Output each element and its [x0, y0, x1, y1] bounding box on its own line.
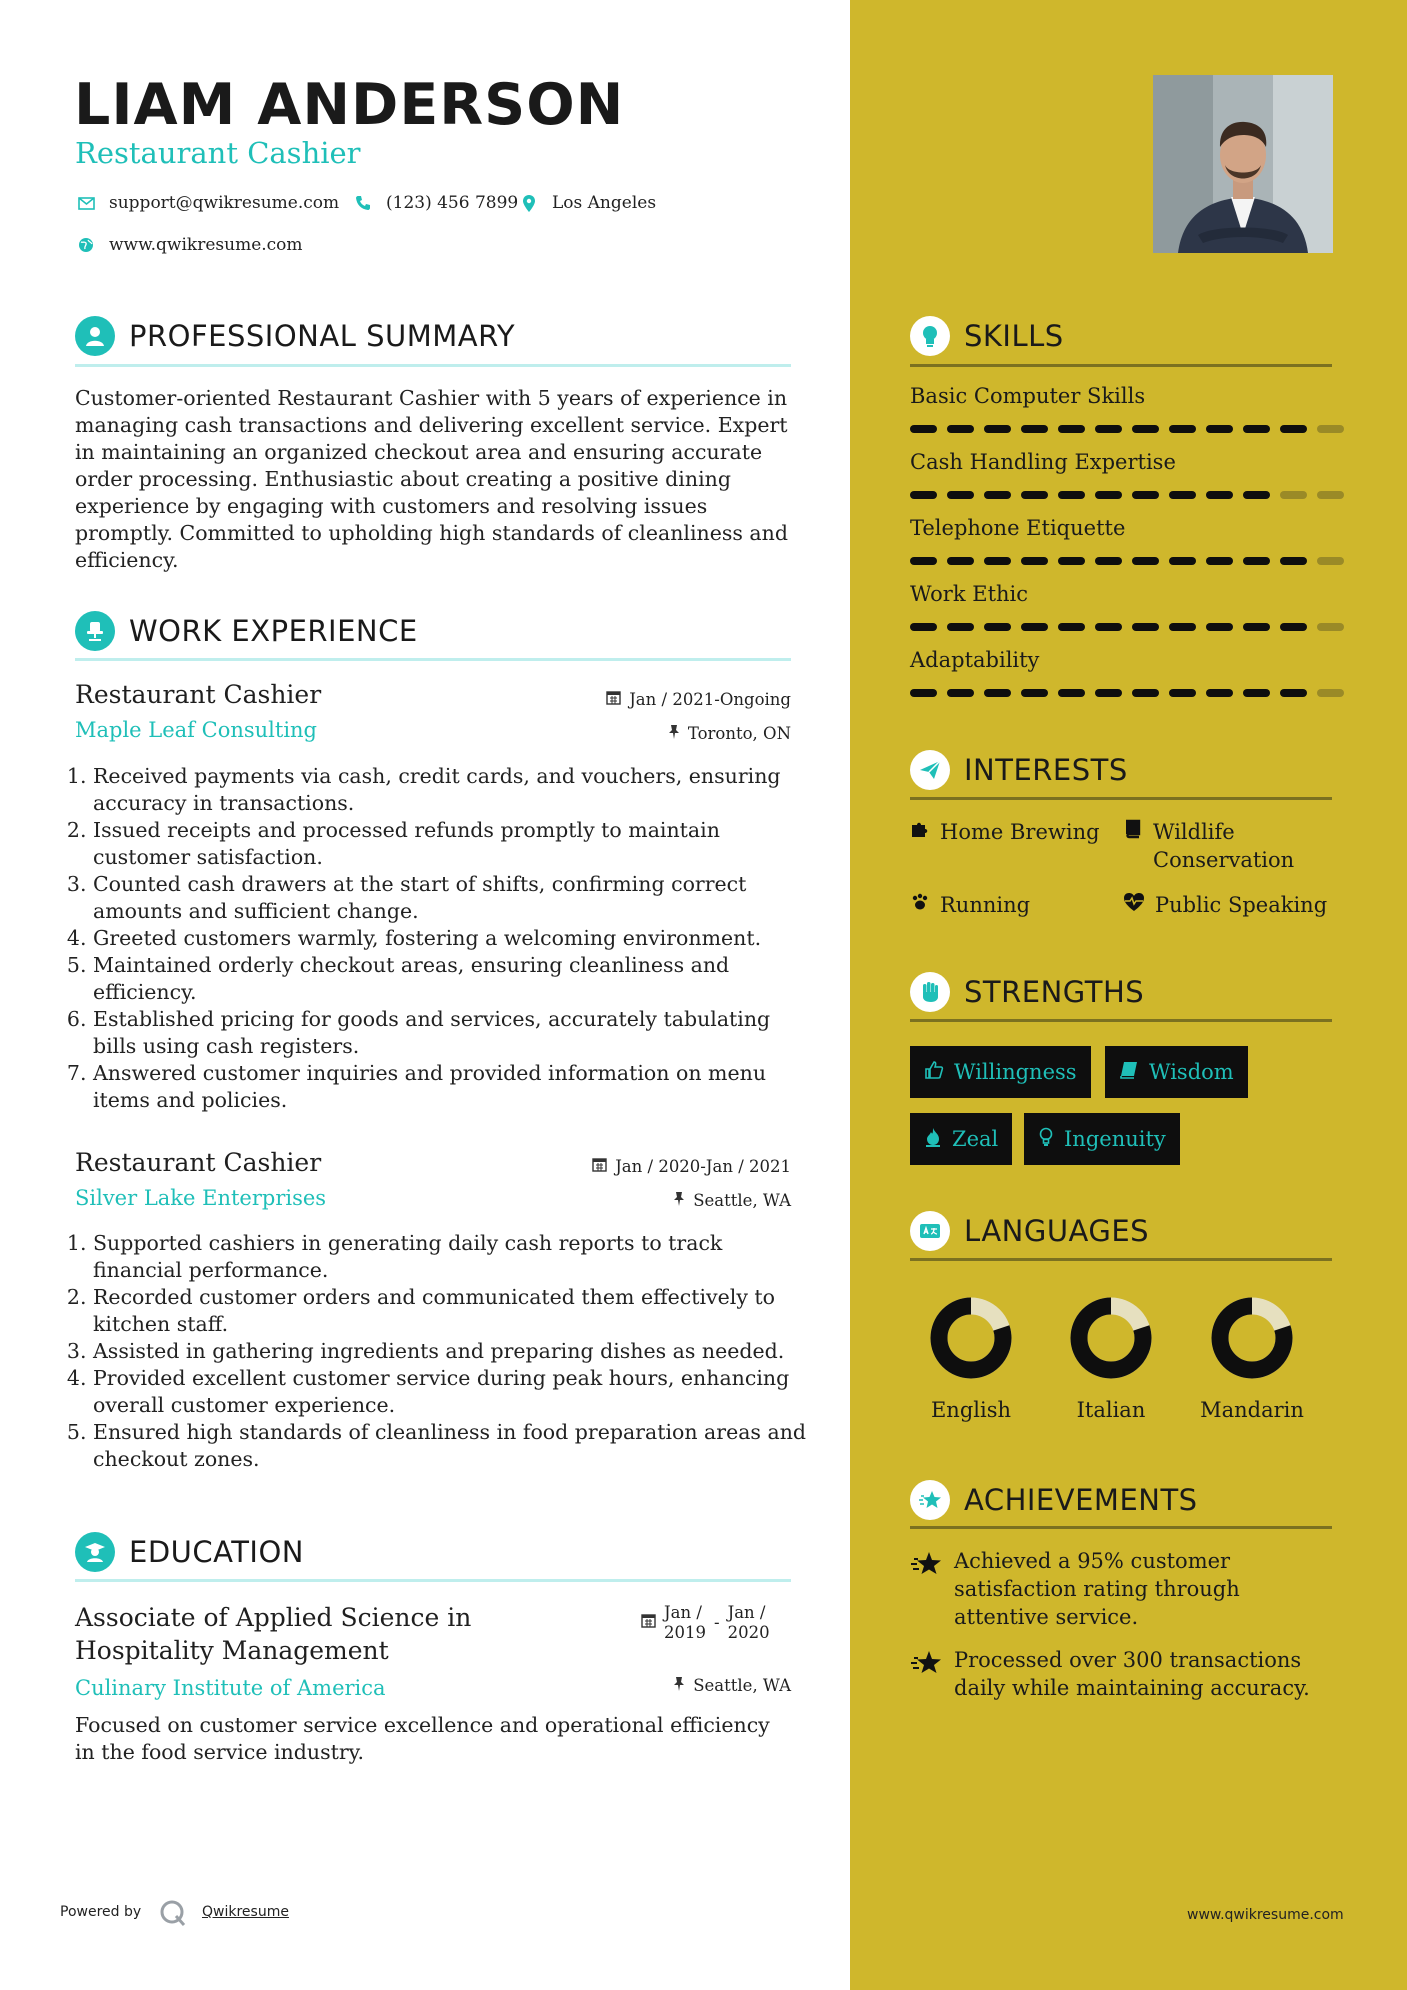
skill-dash-filled	[1021, 623, 1048, 631]
list-item: 2. Issued receipts and processed refunds promptly to maintain customer satisfaction.	[93, 817, 813, 871]
skill-dash-filled	[910, 623, 937, 631]
candidate-role: Restaurant Cashier	[75, 136, 361, 170]
pin-icon	[668, 724, 680, 743]
summary-heading	[75, 316, 515, 356]
star-icon	[910, 1650, 942, 1702]
interest-item: Wildlife Conservation	[1123, 818, 1313, 874]
language-donut	[1061, 1288, 1161, 1388]
skill-dash-filled	[947, 623, 974, 631]
star-badge-icon	[910, 1480, 950, 1520]
achievement-item: Processed over 300 transactions daily while maintaining accuracy.	[910, 1646, 1340, 1702]
interests-title: INTERESTS	[964, 753, 1128, 787]
list-item: 4. Greeted customers warmly, fostering a welcoming environment.	[93, 925, 813, 952]
experience-heading	[75, 611, 418, 651]
skill-name: Cash Handling Expertise	[910, 450, 1176, 474]
calendar-icon	[606, 690, 621, 709]
skill-dash-filled	[984, 689, 1011, 697]
education-location: Seattle, WA	[673, 1676, 791, 1695]
skill-dash-empty	[1280, 491, 1307, 499]
skill-dash-filled	[1058, 557, 1085, 565]
strength-chip: Ingenuity	[1024, 1113, 1180, 1165]
skill-dash-filled	[1280, 689, 1307, 697]
skill-level-bar	[910, 425, 1344, 433]
achievements-title: ACHIEVEMENTS	[964, 1483, 1198, 1517]
list-item: 3. Assisted in gathering ingredients and preparing dishes as needed.	[93, 1338, 813, 1365]
list-item: 2. Recorded customer orders and communicated them effectively to kitchen staff.	[93, 1284, 813, 1338]
skill-dash-filled	[910, 557, 937, 565]
skill-dash-filled	[1095, 557, 1122, 565]
skill-dash-filled	[1021, 689, 1048, 697]
education-description: Focused on customer service excellence and operational efficiency in the food service industry.	[75, 1713, 770, 1764]
heartbeat-icon	[1123, 891, 1145, 919]
degree-title: Associate of Applied Science in Hospitality Management	[75, 1603, 472, 1665]
calendar-icon	[592, 1157, 607, 1176]
calendar-icon	[641, 1613, 656, 1633]
profile-photo	[1153, 75, 1333, 253]
language-name: Mandarin	[1200, 1398, 1304, 1422]
puzzle-icon	[910, 818, 930, 846]
globe-icon	[75, 234, 97, 256]
interest-item: Home Brewing	[910, 818, 1100, 846]
pin-icon	[673, 1676, 685, 1695]
strengths-divider	[910, 1019, 1332, 1022]
skill-dash-filled	[1021, 425, 1048, 433]
lightbulb-icon	[1038, 1127, 1054, 1152]
envelope-icon	[75, 192, 97, 214]
language-donut	[921, 1288, 1021, 1388]
job-location: Seattle, WA	[673, 1191, 791, 1210]
skill-dash-filled	[1095, 425, 1122, 433]
footer-site-link[interactable]: www.qwikresume.com	[1187, 1907, 1344, 1923]
paper-plane-icon	[910, 750, 950, 790]
qwikresume-link[interactable]: Qwikresume	[202, 1904, 289, 1920]
list-item: 5. Ensured high standards of cleanliness in food preparation areas and checkout zones.	[93, 1419, 813, 1473]
school-name: Culinary Institute of America	[75, 1676, 386, 1700]
contact-website[interactable]	[75, 234, 303, 256]
book-icon	[1123, 818, 1143, 874]
achievements-divider	[910, 1526, 1332, 1529]
skill-level-bar	[910, 689, 1344, 697]
skill-dash-filled	[1021, 491, 1048, 499]
job-title: Restaurant Cashier	[75, 680, 322, 709]
skill-dash-filled	[1243, 689, 1270, 697]
skill-dash-filled	[1132, 623, 1159, 631]
list-item: 4. Provided excellent customer service during peak hours, enhancing overall customer experience.	[93, 1365, 813, 1419]
paw-icon	[910, 891, 930, 919]
skill-dash-filled	[1021, 557, 1048, 565]
interest-item: Public Speaking	[1123, 891, 1327, 919]
list-item: 5. Maintained orderly checkout areas, ensuring cleanliness and efficiency.	[93, 952, 813, 1006]
skill-dash-filled	[1058, 689, 1085, 697]
skill-dash-filled	[1243, 491, 1270, 499]
qwikresume-logo-icon	[158, 1898, 188, 1932]
skill-dash-filled	[1243, 623, 1270, 631]
user-circle-icon	[75, 316, 115, 356]
job-bullets	[75, 1230, 813, 1473]
skill-dash-filled	[1169, 557, 1196, 565]
skill-name: Adaptability	[910, 648, 1040, 672]
skill-dash-filled	[1058, 623, 1085, 631]
contact-phone[interactable]	[352, 192, 518, 214]
achievement-item: Achieved a 95% customer satisfaction rating through attentive service.	[910, 1547, 1340, 1631]
contact-location	[518, 192, 656, 214]
skill-dash-filled	[1280, 623, 1307, 631]
languages-divider	[910, 1258, 1332, 1261]
languages-heading	[910, 1211, 1149, 1251]
education-start-month: Jan /	[664, 1603, 702, 1622]
skill-level-bar	[910, 491, 1344, 499]
skill-dash-filled	[1132, 425, 1159, 433]
skill-dash-filled	[1206, 557, 1233, 565]
skill-dash-empty	[1317, 425, 1344, 433]
candidate-name: LIAM ANDERSON	[74, 72, 625, 138]
summary-text: Customer-oriented Restaurant Cashier with 5 years of experience in managing cash transactions and delivering excellent service. Expert in maintaining an organized checkout area and ensuring accurate order processing. Enthusiastic about creating a positive dining experience by engaging with customers and resolving issues promptly. Committed to upholding high standards of cleanliness and efficiency.	[75, 386, 788, 572]
education-start-year: 2019	[664, 1623, 706, 1642]
skill-dash-filled	[947, 425, 974, 433]
skill-dash-empty	[1317, 491, 1344, 499]
job-company: Silver Lake Enterprises	[75, 1186, 327, 1210]
strengths-title: STRENGTHS	[964, 975, 1145, 1009]
experience-divider	[75, 658, 791, 661]
skill-dash-filled	[947, 689, 974, 697]
star-icon	[910, 1551, 942, 1631]
skill-dash-filled	[1169, 689, 1196, 697]
job-location: Toronto, ON	[668, 724, 791, 743]
skill-name: Basic Computer Skills	[910, 384, 1146, 408]
skill-dash-filled	[1095, 491, 1122, 499]
skills-heading	[910, 316, 1064, 356]
achievements-heading	[910, 1480, 1198, 1520]
skill-dash-filled	[1206, 425, 1233, 433]
skill-dash-filled	[1132, 557, 1159, 565]
job-title: Restaurant Cashier	[75, 1148, 322, 1177]
summary-title: PROFESSIONAL SUMMARY	[129, 319, 516, 353]
email-text: support@qwikresume.com	[109, 193, 340, 213]
job-dates: Jan / 2021-Ongoing	[606, 690, 791, 709]
skill-dash-filled	[947, 557, 974, 565]
strength-chip: Wisdom	[1105, 1046, 1248, 1098]
strengths-heading	[910, 972, 1144, 1012]
job-bullets	[75, 763, 813, 1114]
skill-level-bar	[910, 623, 1344, 631]
pin-icon	[673, 1191, 685, 1210]
skill-dash-filled	[984, 425, 1011, 433]
skill-dash-filled	[1243, 557, 1270, 565]
book-icon	[1119, 1060, 1139, 1085]
language-donut	[1202, 1288, 1302, 1388]
skill-dash-empty	[1317, 689, 1344, 697]
fist-icon	[910, 972, 950, 1012]
job-company: Maple Leaf Consulting	[75, 718, 318, 742]
interest-item: Running	[910, 891, 1030, 919]
job-dates: Jan / 2020-Jan / 2021	[592, 1157, 791, 1176]
skill-dash-filled	[1169, 623, 1196, 631]
office-chair-icon	[75, 611, 115, 651]
skill-dash-empty	[1317, 623, 1344, 631]
language-name: Italian	[1076, 1398, 1146, 1422]
website-text: www.qwikresume.com	[109, 235, 303, 255]
list-item: 1. Supported cashiers in generating daily cash reports to track financial performance.	[93, 1230, 813, 1284]
skill-dash-filled	[984, 491, 1011, 499]
skill-dash-filled	[1169, 425, 1196, 433]
skill-dash-filled	[1206, 623, 1233, 631]
strength-chip: Zeal	[910, 1113, 1012, 1165]
fire-icon	[924, 1127, 942, 1152]
skill-dash-empty	[1317, 557, 1344, 565]
skill-dash-filled	[1132, 689, 1159, 697]
thumbs-up-icon	[924, 1060, 944, 1085]
skill-dash-filled	[1058, 425, 1085, 433]
skill-dash-filled	[984, 557, 1011, 565]
skill-dash-filled	[1206, 689, 1233, 697]
contact-email[interactable]	[75, 192, 339, 214]
skill-dash-filled	[1243, 425, 1270, 433]
education-heading	[75, 1532, 304, 1572]
skill-name: Telephone Etiquette	[910, 516, 1126, 540]
skill-dash-filled	[1132, 491, 1159, 499]
skill-name: Work Ethic	[910, 582, 1029, 606]
summary-divider	[75, 364, 791, 367]
phone-text: (123) 456 7899	[386, 193, 519, 213]
skill-dash-filled	[1058, 491, 1085, 499]
skill-dash-filled	[910, 491, 937, 499]
list-item: 1. Received payments via cash, credit cards, and vouchers, ensuring accuracy in transactions.	[93, 763, 813, 817]
education-divider	[75, 1579, 791, 1582]
list-item: 3. Counted cash drawers at the start of shifts, confirming correct amounts and sufficient change.	[93, 871, 813, 925]
language-name: English	[930, 1398, 1012, 1422]
skill-dash-filled	[1095, 689, 1122, 697]
powered-by-label: Powered by	[60, 1904, 142, 1920]
skill-level-bar	[910, 557, 1344, 565]
skill-dash-filled	[910, 425, 937, 433]
graduate-icon	[75, 1532, 115, 1572]
skills-title: SKILLS	[964, 319, 1064, 353]
skill-dash-filled	[1280, 557, 1307, 565]
education-title: EDUCATION	[129, 1535, 305, 1569]
skill-dash-filled	[1095, 623, 1122, 631]
skill-dash-filled	[1206, 491, 1233, 499]
lightbulb-icon	[910, 316, 950, 356]
skill-dash-filled	[1169, 491, 1196, 499]
skill-dash-filled	[1280, 425, 1307, 433]
experience-title: WORK EXPERIENCE	[129, 614, 418, 648]
interests-divider	[910, 797, 1332, 800]
translate-icon	[910, 1211, 950, 1251]
list-item: 7. Answered customer inquiries and provided information on menu items and policies.	[93, 1060, 813, 1114]
education-end-year: 2020	[727, 1623, 770, 1642]
location-text: Los Angeles	[552, 193, 657, 213]
strength-chip: Willingness	[910, 1046, 1091, 1098]
interests-heading	[910, 750, 1128, 790]
skills-divider	[910, 364, 1332, 367]
education-end-month: Jan /	[727, 1603, 766, 1622]
list-item: 6. Established pricing for goods and services, accurately tabulating bills using cash registers.	[93, 1006, 813, 1060]
languages-title: LANGUAGES	[964, 1214, 1150, 1248]
map-marker-icon	[518, 192, 540, 214]
skill-dash-filled	[910, 689, 937, 697]
skill-dash-filled	[984, 623, 1011, 631]
phone-icon	[352, 192, 374, 214]
education-dates: Jan / 2019 - Jan / 2020	[641, 1603, 770, 1643]
skill-dash-filled	[947, 491, 974, 499]
